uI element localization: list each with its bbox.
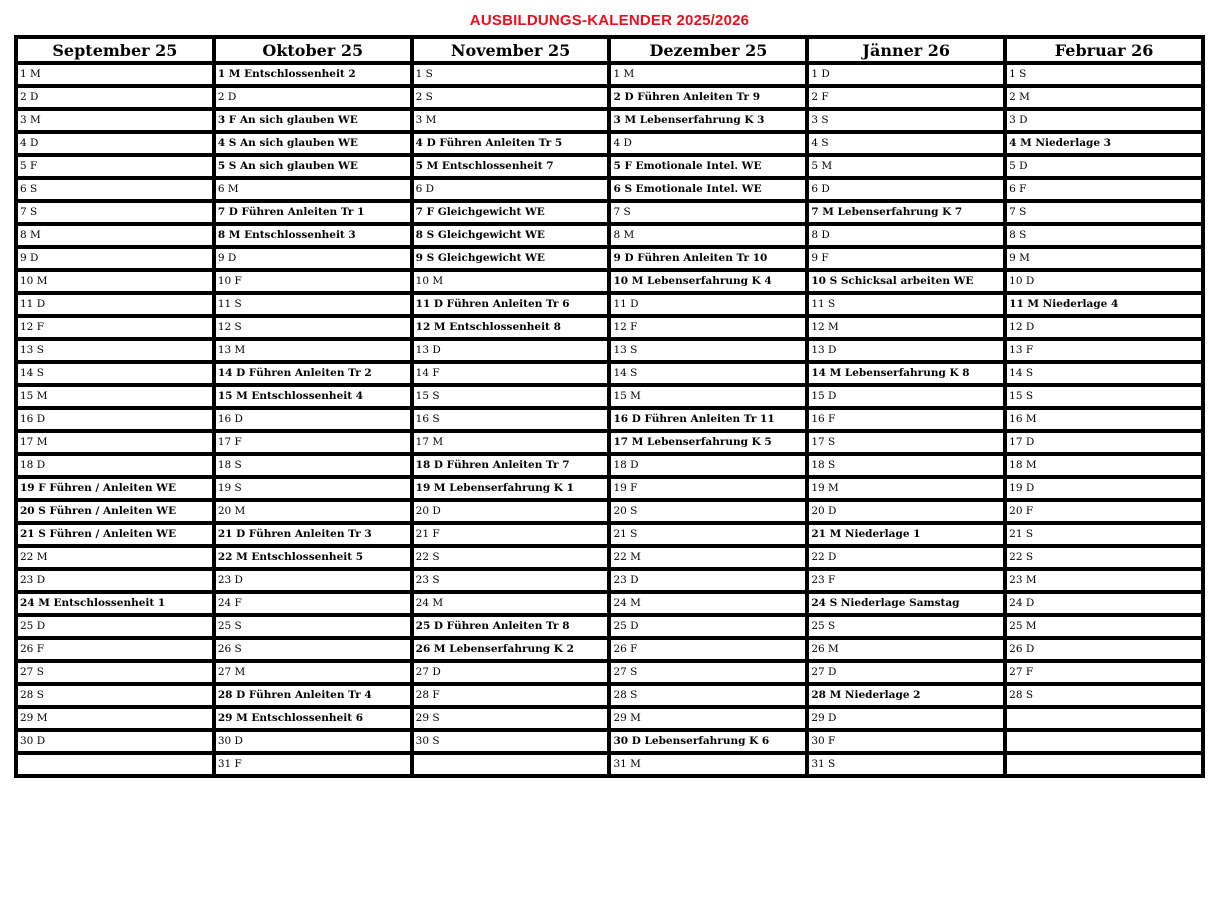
day-cell — [16, 753, 214, 776]
day-cell: 2 D Führen Anleiten Tr 9 — [609, 86, 807, 109]
day-row — [16, 408, 1203, 431]
day-row — [16, 684, 1203, 707]
day-row — [16, 454, 1203, 477]
day-cell: 23 M — [1005, 569, 1203, 592]
day-cell: 12 M Entschlossenheit 8 — [412, 316, 610, 339]
day-cell: 24 M — [609, 592, 807, 615]
day-cell: 11 D — [609, 293, 807, 316]
day-cell: 10 M Lebenserfahrung K 4 — [609, 270, 807, 293]
day-cell: 2 M — [1005, 86, 1203, 109]
day-row — [16, 661, 1203, 684]
day-cell: 28 S — [609, 684, 807, 707]
day-cell: 28 D Führen Anleiten Tr 4 — [214, 684, 412, 707]
day-cell: 6 D — [412, 178, 610, 201]
month-header: September 25 — [16, 37, 214, 63]
day-cell: 7 S — [609, 201, 807, 224]
day-cell: 8 D — [807, 224, 1005, 247]
month-header: Oktober 25 — [214, 37, 412, 63]
day-row — [16, 362, 1203, 385]
day-row — [16, 500, 1203, 523]
day-cell: 1 M — [16, 63, 214, 86]
day-row — [16, 247, 1203, 270]
day-cell: 18 D Führen Anleiten Tr 7 — [412, 454, 610, 477]
day-row — [16, 109, 1203, 132]
day-cell: 23 F — [807, 569, 1005, 592]
day-cell: 23 D — [214, 569, 412, 592]
day-cell: 4 D — [609, 132, 807, 155]
day-cell: 26 M Lebenserfahrung K 2 — [412, 638, 610, 661]
day-cell: 18 M — [1005, 454, 1203, 477]
day-cell: 27 D — [807, 661, 1005, 684]
day-row — [16, 615, 1203, 638]
day-cell — [1005, 730, 1203, 753]
day-cell: 14 F — [412, 362, 610, 385]
day-cell: 29 M — [16, 707, 214, 730]
day-cell: 18 S — [214, 454, 412, 477]
day-cell: 12 D — [1005, 316, 1203, 339]
day-row — [16, 569, 1203, 592]
day-cell: 22 M — [609, 546, 807, 569]
day-cell: 1 M Entschlossenheit 2 — [214, 63, 412, 86]
day-row — [16, 63, 1203, 86]
day-cell: 16 D Führen Anleiten Tr 11 — [609, 408, 807, 431]
day-cell: 22 M Entschlossenheit 5 — [214, 546, 412, 569]
day-cell: 6 F — [1005, 178, 1203, 201]
day-cell: 27 F — [1005, 661, 1203, 684]
day-cell: 15 D — [807, 385, 1005, 408]
day-cell: 26 S — [214, 638, 412, 661]
day-cell: 27 M — [214, 661, 412, 684]
month-header: Februar 26 — [1005, 37, 1203, 63]
day-cell: 22 M — [16, 546, 214, 569]
day-cell: 14 S — [1005, 362, 1203, 385]
day-cell — [412, 753, 610, 776]
day-cell: 2 F — [807, 86, 1005, 109]
day-cell: 30 S — [412, 730, 610, 753]
day-cell: 2 S — [412, 86, 610, 109]
day-cell: 19 F Führen / Anleiten WE — [16, 477, 214, 500]
day-cell: 3 M Lebenserfahrung K 3 — [609, 109, 807, 132]
day-cell: 1 S — [412, 63, 610, 86]
day-cell: 25 D — [609, 615, 807, 638]
day-cell: 8 M — [16, 224, 214, 247]
day-cell: 20 D — [412, 500, 610, 523]
day-cell: 5 M — [807, 155, 1005, 178]
day-cell: 16 S — [412, 408, 610, 431]
day-cell: 16 M — [1005, 408, 1203, 431]
day-cell: 17 F — [214, 431, 412, 454]
day-cell: 29 M — [609, 707, 807, 730]
day-cell: 14 S — [609, 362, 807, 385]
day-cell: 28 M Niederlage 2 — [807, 684, 1005, 707]
day-cell: 15 S — [412, 385, 610, 408]
day-cell: 9 S Gleichgewicht WE — [412, 247, 610, 270]
day-cell: 10 F — [214, 270, 412, 293]
day-cell: 13 D — [412, 339, 610, 362]
day-cell: 25 S — [214, 615, 412, 638]
day-cell: 8 S Gleichgewicht WE — [412, 224, 610, 247]
day-cell: 7 S — [16, 201, 214, 224]
day-cell: 14 M Lebenserfahrung K 8 — [807, 362, 1005, 385]
day-cell: 9 D — [16, 247, 214, 270]
day-cell — [1005, 707, 1203, 730]
day-cell: 3 F An sich glauben WE — [214, 109, 412, 132]
day-cell: 22 S — [1005, 546, 1203, 569]
day-cell: 29 M Entschlossenheit 6 — [214, 707, 412, 730]
day-cell: 24 F — [214, 592, 412, 615]
day-cell: 5 D — [1005, 155, 1203, 178]
day-cell: 18 D — [16, 454, 214, 477]
day-cell: 3 S — [807, 109, 1005, 132]
day-cell: 24 M Entschlossenheit 1 — [16, 592, 214, 615]
day-cell: 13 M — [214, 339, 412, 362]
day-cell: 2 D — [16, 86, 214, 109]
day-cell: 15 S — [1005, 385, 1203, 408]
day-cell: 7 M Lebenserfahrung K 7 — [807, 201, 1005, 224]
day-cell: 30 D Lebenserfahrung K 6 — [609, 730, 807, 753]
day-cell: 15 M Entschlossenheit 4 — [214, 385, 412, 408]
day-cell: 13 F — [1005, 339, 1203, 362]
day-cell: 8 M Entschlossenheit 3 — [214, 224, 412, 247]
day-row — [16, 730, 1203, 753]
day-cell: 14 S — [16, 362, 214, 385]
day-cell: 19 S — [214, 477, 412, 500]
day-cell: 25 D — [16, 615, 214, 638]
day-cell: 21 S Führen / Anleiten WE — [16, 523, 214, 546]
day-cell: 27 S — [16, 661, 214, 684]
day-cell: 25 D Führen Anleiten Tr 8 — [412, 615, 610, 638]
day-cell: 6 D — [807, 178, 1005, 201]
day-cell: 20 F — [1005, 500, 1203, 523]
day-cell: 3 M — [412, 109, 610, 132]
day-cell: 26 D — [1005, 638, 1203, 661]
day-cell: 11 D Führen Anleiten Tr 6 — [412, 293, 610, 316]
day-cell: 21 S — [1005, 523, 1203, 546]
day-cell: 19 M Lebenserfahrung K 1 — [412, 477, 610, 500]
calendar-body — [16, 63, 1203, 776]
day-cell: 12 S — [214, 316, 412, 339]
day-cell: 3 D — [1005, 109, 1203, 132]
month-header-row — [16, 37, 1203, 63]
day-cell: 9 D Führen Anleiten Tr 10 — [609, 247, 807, 270]
month-header: Jänner 26 — [807, 37, 1005, 63]
day-cell: 27 S — [609, 661, 807, 684]
day-cell: 31 M — [609, 753, 807, 776]
day-cell: 13 D — [807, 339, 1005, 362]
day-row — [16, 592, 1203, 615]
day-cell: 22 D — [807, 546, 1005, 569]
day-cell: 10 M — [412, 270, 610, 293]
day-cell: 1 M — [609, 63, 807, 86]
day-cell: 23 D — [609, 569, 807, 592]
day-cell: 5 M Entschlossenheit 7 — [412, 155, 610, 178]
day-cell: 10 S Schicksal arbeiten WE — [807, 270, 1005, 293]
day-row — [16, 546, 1203, 569]
day-cell: 19 M — [807, 477, 1005, 500]
day-row — [16, 270, 1203, 293]
day-cell: 13 S — [16, 339, 214, 362]
day-cell: 13 S — [609, 339, 807, 362]
day-row — [16, 339, 1203, 362]
month-header: November 25 — [412, 37, 610, 63]
day-row — [16, 523, 1203, 546]
day-cell: 30 D — [214, 730, 412, 753]
day-row — [16, 431, 1203, 454]
day-cell: 5 F — [16, 155, 214, 178]
day-row — [16, 385, 1203, 408]
day-cell: 27 D — [412, 661, 610, 684]
day-row — [16, 224, 1203, 247]
day-cell: 6 S — [16, 178, 214, 201]
day-cell: 12 M — [807, 316, 1005, 339]
day-cell: 10 M — [16, 270, 214, 293]
day-row — [16, 316, 1203, 339]
day-row — [16, 201, 1203, 224]
day-cell: 1 S — [1005, 63, 1203, 86]
day-cell: 11 M Niederlage 4 — [1005, 293, 1203, 316]
day-row — [16, 132, 1203, 155]
day-cell: 15 M — [609, 385, 807, 408]
day-cell — [1005, 753, 1203, 776]
day-cell: 25 M — [1005, 615, 1203, 638]
day-row — [16, 86, 1203, 109]
day-cell: 30 F — [807, 730, 1005, 753]
day-cell: 11 D — [16, 293, 214, 316]
day-cell: 31 S — [807, 753, 1005, 776]
day-row — [16, 707, 1203, 730]
month-header: Dezember 25 — [609, 37, 807, 63]
day-cell: 21 M Niederlage 1 — [807, 523, 1005, 546]
day-cell: 4 D — [16, 132, 214, 155]
day-cell: 17 M — [16, 431, 214, 454]
day-cell: 10 D — [1005, 270, 1203, 293]
day-cell: 12 F — [16, 316, 214, 339]
day-cell: 26 F — [16, 638, 214, 661]
day-cell: 30 D — [16, 730, 214, 753]
day-cell: 12 F — [609, 316, 807, 339]
day-cell: 2 D — [214, 86, 412, 109]
day-cell: 8 M — [609, 224, 807, 247]
day-cell: 7 S — [1005, 201, 1203, 224]
day-row — [16, 178, 1203, 201]
day-cell: 11 S — [807, 293, 1005, 316]
day-cell: 25 S — [807, 615, 1005, 638]
day-cell: 19 D — [1005, 477, 1203, 500]
day-cell: 24 D — [1005, 592, 1203, 615]
day-cell: 26 M — [807, 638, 1005, 661]
day-row — [16, 155, 1203, 178]
day-cell: 18 D — [609, 454, 807, 477]
day-cell: 7 D Führen Anleiten Tr 1 — [214, 201, 412, 224]
day-cell: 29 D — [807, 707, 1005, 730]
day-cell: 9 M — [1005, 247, 1203, 270]
day-cell: 16 D — [16, 408, 214, 431]
day-cell: 17 M Lebenserfahrung K 5 — [609, 431, 807, 454]
day-cell: 18 S — [807, 454, 1005, 477]
day-row — [16, 477, 1203, 500]
calendar-title: AUSBILDUNGS-KALENDER 2025/2026 — [469, 12, 750, 29]
day-cell: 5 F Emotionale Intel. WE — [609, 155, 807, 178]
day-cell: 17 S — [807, 431, 1005, 454]
day-row — [16, 293, 1203, 316]
day-cell: 19 F — [609, 477, 807, 500]
day-cell: 24 S Niederlage Samstag — [807, 592, 1005, 615]
day-cell: 21 S — [609, 523, 807, 546]
day-cell: 23 D — [16, 569, 214, 592]
day-cell: 6 S Emotionale Intel. WE — [609, 178, 807, 201]
day-cell: 31 F — [214, 753, 412, 776]
day-cell: 16 F — [807, 408, 1005, 431]
day-cell: 21 F — [412, 523, 610, 546]
day-cell: 22 S — [412, 546, 610, 569]
day-cell: 15 M — [16, 385, 214, 408]
day-cell: 16 D — [214, 408, 412, 431]
day-cell: 1 D — [807, 63, 1005, 86]
day-cell: 14 D Führen Anleiten Tr 2 — [214, 362, 412, 385]
day-cell: 11 S — [214, 293, 412, 316]
day-cell: 28 S — [16, 684, 214, 707]
day-cell: 23 S — [412, 569, 610, 592]
day-cell: 7 F Gleichgewicht WE — [412, 201, 610, 224]
day-cell: 4 S An sich glauben WE — [214, 132, 412, 155]
day-cell: 20 S — [609, 500, 807, 523]
day-cell: 29 S — [412, 707, 610, 730]
day-cell: 17 M — [412, 431, 610, 454]
day-cell: 4 M Niederlage 3 — [1005, 132, 1203, 155]
day-cell: 8 S — [1005, 224, 1203, 247]
day-cell: 4 D Führen Anleiten Tr 5 — [412, 132, 610, 155]
day-cell: 20 S Führen / Anleiten WE — [16, 500, 214, 523]
day-cell: 17 D — [1005, 431, 1203, 454]
day-cell: 20 D — [807, 500, 1005, 523]
day-cell: 24 M — [412, 592, 610, 615]
day-cell: 21 D Führen Anleiten Tr 3 — [214, 523, 412, 546]
day-cell: 28 F — [412, 684, 610, 707]
day-cell: 20 M — [214, 500, 412, 523]
day-cell: 28 S — [1005, 684, 1203, 707]
day-row — [16, 753, 1203, 776]
day-cell: 9 F — [807, 247, 1005, 270]
day-cell: 9 D — [214, 247, 412, 270]
day-cell: 26 F — [609, 638, 807, 661]
day-cell: 6 M — [214, 178, 412, 201]
day-row — [16, 638, 1203, 661]
day-cell: 5 S An sich glauben WE — [214, 155, 412, 178]
day-cell: 3 M — [16, 109, 214, 132]
day-cell: 4 S — [807, 132, 1005, 155]
calendar-table — [14, 35, 1205, 778]
